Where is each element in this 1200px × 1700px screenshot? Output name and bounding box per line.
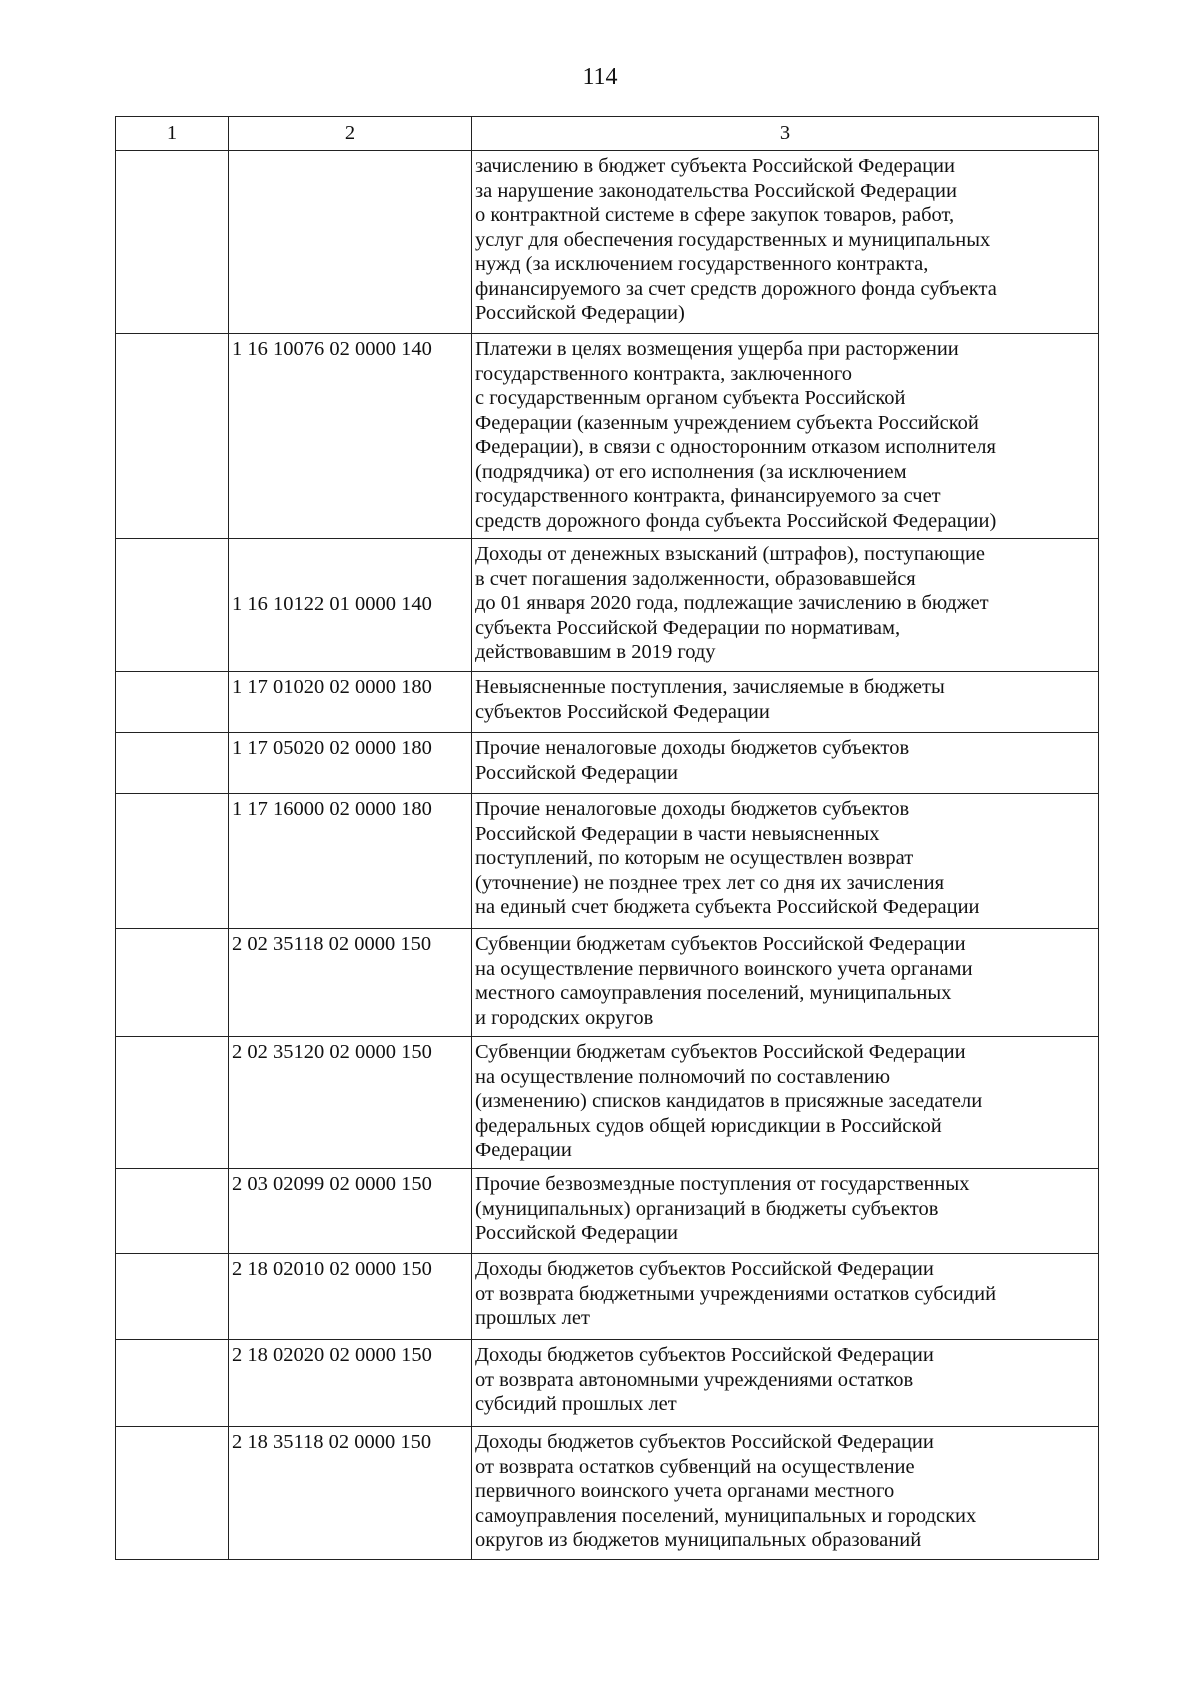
table-row	[116, 151, 1099, 334]
row-description-cell: Субвенции бюджетам субъектов Российской Федерации на осуществление первичного воинского учета органами местного самоуправления поселений, муниципальных и городских округов	[472, 929, 1099, 1037]
row-col1-cell	[116, 334, 229, 539]
row-col1-cell	[116, 733, 229, 794]
table-row	[116, 794, 1099, 929]
row-col1-cell	[116, 1427, 229, 1560]
row-code-cell: 2 18 02020 02 0000 150	[229, 1340, 472, 1427]
row-col1-cell	[116, 539, 229, 672]
row-description-cell: Доходы от денежных взысканий (штрафов), поступающие в счет погашения задолженности, образовавшейся до 01 января 2020 года, подлежащие зачислению в бюджет субъекта Российской Федерации по нормативам, действовавшим в 2019 году	[472, 539, 1099, 672]
row-description-cell: Прочие неналоговые доходы бюджетов субъектов Российской Федерации в части невыясненных поступлений, по которым не осуществлен возврат (уточнение) не позднее трех лет со дня их зачисления на единый счет бюджета субъекта Российской Федерации	[472, 794, 1099, 929]
row-code-cell: 1 17 05020 02 0000 180	[229, 733, 472, 794]
table-row	[116, 672, 1099, 733]
row-col1-cell	[116, 794, 229, 929]
budget-codes-table	[115, 116, 1099, 1560]
table-row	[116, 1340, 1099, 1427]
column-header-1: 1	[116, 117, 229, 151]
row-col1-cell	[116, 672, 229, 733]
row-col1-cell	[116, 929, 229, 1037]
row-description-cell: Прочие неналоговые доходы бюджетов субъектов Российской Федерации	[472, 733, 1099, 794]
row-code-cell: 2 18 35118 02 0000 150	[229, 1427, 472, 1560]
row-description-cell: Доходы бюджетов субъектов Российской Федерации от возврата остатков субвенций на осуществление первичного воинского учета органами местного самоуправления поселений, муниципальных и городских округов из бюджетов муниципальных образований	[472, 1427, 1099, 1560]
row-col1-cell	[116, 1169, 229, 1254]
table-row	[116, 1427, 1099, 1560]
row-code-cell: 2 18 02010 02 0000 150	[229, 1254, 472, 1340]
table-row	[116, 334, 1099, 539]
row-code-cell: 1 16 10122 01 0000 140	[229, 539, 472, 672]
row-code-cell: 2 02 35120 02 0000 150	[229, 1037, 472, 1169]
table-row	[116, 929, 1099, 1037]
table-row	[116, 539, 1099, 672]
row-code-cell: 1 17 16000 02 0000 180	[229, 794, 472, 929]
row-description-cell: Субвенции бюджетам субъектов Российской Федерации на осуществление полномочий по составлению (изменению) списков кандидатов в присяжные заседатели федеральных судов общей юрисдикции в Российской Федерации	[472, 1037, 1099, 1169]
row-code-cell: 2 03 02099 02 0000 150	[229, 1169, 472, 1254]
row-code-cell: 1 17 01020 02 0000 180	[229, 672, 472, 733]
row-code-cell	[229, 151, 472, 334]
row-description-cell: Платежи в целях возмещения ущерба при расторжении государственного контракта, заключенного с государственным органом субъекта Российской Федерации (казенным учреждением субъекта Российской Федерации), в связи с односторонним отказом исполнителя (подрядчика) от его исполнения (за исключением государственного контракта, финансируемого за счет средств дорожного фонда субъекта Российской Федерации)	[472, 334, 1099, 539]
row-description-cell: Прочие безвозмездные поступления от государственных (муниципальных) организаций в бюджеты субъектов Российской Федерации	[472, 1169, 1099, 1254]
table-row	[116, 1169, 1099, 1254]
page-number: 114	[582, 64, 618, 90]
table-row	[116, 1037, 1099, 1169]
row-col1-cell	[116, 1037, 229, 1169]
column-header-2: 2	[229, 117, 472, 151]
column-header-3: 3	[472, 117, 1099, 151]
row-col1-cell	[116, 1340, 229, 1427]
row-col1-cell	[116, 1254, 229, 1340]
row-description-cell: Доходы бюджетов субъектов Российской Федерации от возврата автономными учреждениями остатков субсидий прошлых лет	[472, 1340, 1099, 1427]
table-row	[116, 733, 1099, 794]
row-description-cell: Доходы бюджетов субъектов Российской Федерации от возврата бюджетными учреждениями остатков субсидий прошлых лет	[472, 1254, 1099, 1340]
row-description-cell: Невыясненные поступления, зачисляемые в бюджеты субъектов Российской Федерации	[472, 672, 1099, 733]
row-code-cell: 2 02 35118 02 0000 150	[229, 929, 472, 1037]
row-description-cell: зачислению в бюджет субъекта Российской Федерации за нарушение законодательства Российской Федерации о контрактной системе в сфере закупок товаров, работ, услуг для обеспечения государственных и муниципальных нужд (за исключением государственного контракта, финансируемого за счет средств дорожного фонда субъекта Российской Федерации)	[472, 151, 1099, 334]
table-header-row	[116, 117, 1099, 151]
table-row	[116, 1254, 1099, 1340]
row-code-cell: 1 16 10076 02 0000 140	[229, 334, 472, 539]
row-col1-cell	[116, 151, 229, 334]
